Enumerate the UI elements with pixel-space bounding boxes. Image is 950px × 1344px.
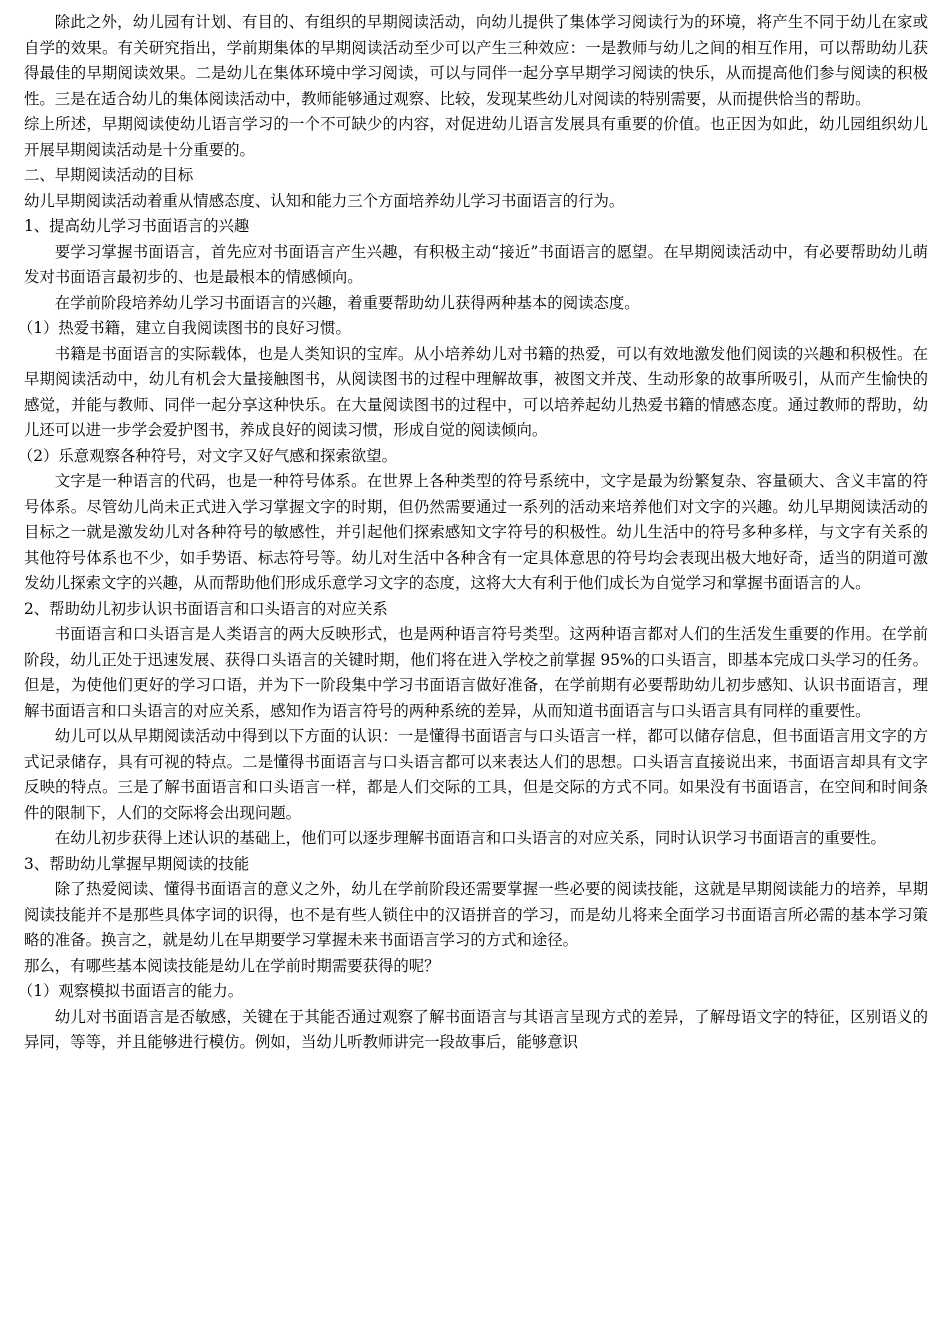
subheading-written-oral: 2、帮助幼儿初步认识书面语言和口头语言的对应关系 [24, 599, 388, 618]
paragraph-goals-overview: 幼儿早期阅读活动着重从情感态度、认知和能力三个方面培养幼儿学习书面语言的行为。 [24, 191, 625, 210]
subheading-interest: 1、提高幼儿学习书面语言的兴趣 [24, 217, 250, 235]
section-heading-goals: 二、早期阅读活动的目标 [24, 166, 194, 184]
paragraph-interest-2: 在学前阶段培养幼儿学习书面语言的兴趣，着重要帮助幼儿获得两种基本的阅读态度。 [54, 293, 640, 312]
paragraph-summary: 综上所述，早期阅读使幼儿语言学习的一个不可缺少的内容，对促进幼儿语言发展具有重要的价值。也正因为如此，幼儿园组织幼儿开展早期阅读活动是十分重要的。 [24, 115, 928, 159]
paragraph-books: 书籍是书面语言的实际载体，也是人类知识的宝库。从小培养幼儿对书籍的热爱，可以有效地激发他们阅读的兴趣和积极性。在早期阅读活动中，幼儿有机会大量接触图书，从阅读图书的过程中理解故事，被图文并茂、生动形象的故事所吸引，从而产生愉快的感觉，并能与教师、同伴一起分享这种快乐。在大量阅读图书的过程中，可以培养起幼儿热爱书籍的情感态度。通过教师的帮助，幼儿还可以进一步学会爱护图书，养成良好的阅读习惯，形成自觉的阅读倾向。 [24, 344, 928, 439]
document-body [17, 10, 928, 1056]
paragraph-symbols: 文字是一种语言的代码，也是一种符号体系。在世界上各种类型的符号系统中，文字是最为纷繁复杂、容量硕大、含义丰富的符号体系。尽管幼儿尚未正式进入学习掌握文字的时期，但仍然需要通过一系列的活动来培养他们对文字的兴趣。幼儿早期阅读活动的目标之一就是激发幼儿对各种符号的敏感性，并引起他们探索感知文字符号的积极性。幼儿生活中的符号多种多样，与文字有关系的其他符号体系也不少，如手势语、标志符号等。幼儿对生活中各种含有一定具体意思的符号均会表现出极大地好奇，适当的阴道可激发幼儿探索文字的兴趣，从而帮助他们形成乐意学习文字的态度，这将大大有利于他们成长为自觉学习和掌握书面语言的人。 [24, 472, 928, 592]
paragraph-written-oral-2: 幼儿可以从早期阅读活动中得到以下方面的认识：一是懂得书面语言与口头语言一样，都可以储存信息，但书面语言用文字的方式记录储存，具有可视的特点。二是懂得书面语言与口头语言都可以来表达人们的思想。口头语言直接说出来，书面语言却具有文字反映的特点。三是了解书面语言和口头语言一样，都是人们交际的工具，但是交际的方式不同。如果没有书面语言，在空间和时间条件的限制下，人们的交际将会出现问题。 [24, 727, 928, 822]
paragraph-written-oral-3: 在幼儿初步获得上述认识的基础上，他们可以逐步理解书面语言和口头语言的对应关系，同时认识学习书面语言的重要性。 [54, 829, 886, 847]
paragraph-question: 那么，有哪些基本阅读技能是幼儿在学前时期需要获得的呢？ [24, 956, 440, 975]
paragraph-written-oral-1: 书面语言和口头语言是人类语言的两大反映形式，也是两种语言符号类型。这两种语言都对人们的生活发生重要的作用。在学前阶段，幼儿正处于迅速发展、获得口头语言的关键时期，他们将在进入学校之前掌握 95%的口头语言，即基本完成口头学习的任务。但是，为使他们更好的学习口语，并为下一阶段集中学习书面语言做好准备，在学前期有必要帮助幼儿初步感知、认识书面语言，理解书面语言和口头语言的对应关系，感知作为语言符号的两种系统的差异，从而知道书面语言与口头语言具有同样的重要性。 [24, 625, 928, 720]
item-observe-symbols: （2）乐意观察各种符号，对文字又好气感和探索欲望。 [17, 446, 398, 465]
item-love-books: （1）热爱书籍，建立自我阅读图书的良好习惯。 [17, 319, 351, 337]
item-observe-imitate: （1）观察模拟书面语言的能力。 [17, 982, 244, 1000]
paragraph-intro-effects: 除此之外，幼儿园有计划、有目的、有组织的早期阅读活动，向幼儿提供了集体学习阅读行为的环境，将产生不同于幼儿在家或自学的效果。有关研究指出，学前期集体的早期阅读活动至少可以产生三种效应：一是教师与幼儿之间的相互作用，可以帮助幼儿获得最佳的早期阅读效果。二是幼儿在集体环境中学习阅读，可以与同伴一起分享早期学习阅读的快乐，从而提高他们参与阅读的积极性。三是在适合幼儿的集体阅读活动中，教师能够通过观察、比较，发现某些幼儿对阅读的特别需要，从而提供恰当的帮助。 [24, 13, 928, 108]
paragraph-interest-1: 要学习掌握书面语言，首先应对书面语言产生兴趣，有积极主动“接近”书面语言的愿望。在早期阅读活动中，有必要帮助幼儿萌发对书面语言最初步的、也是最根本的情感倾向。 [24, 242, 928, 286]
paragraph-observe-imitate: 幼儿对书面语言是否敏感，关键在于其能否通过观察了解书面语言与其语言呈现方式的差异，了解母语文字的特征，区别语义的异同，等等，并且能够进行模仿。例如，当幼儿听教师讲完一段故事后，能够意识 [24, 1007, 928, 1051]
subheading-reading-skills: 3、帮助幼儿掌握早期阅读的技能 [24, 854, 250, 873]
paragraph-reading-skills: 除了热爱阅读、懂得书面语言的意义之外，幼儿在学前阶段还需要掌握一些必要的阅读技能，这就是早期阅读能力的培养，早期阅读技能并不是那些具体字词的识得，也不是有些人锁住中的汉语拼音的学习，而是幼儿将来全面学习书面语言所必需的基本学习策略的准备。换言之，就是幼儿在早期要学习掌握未来书面语言学习的方式和途径。 [24, 880, 928, 949]
